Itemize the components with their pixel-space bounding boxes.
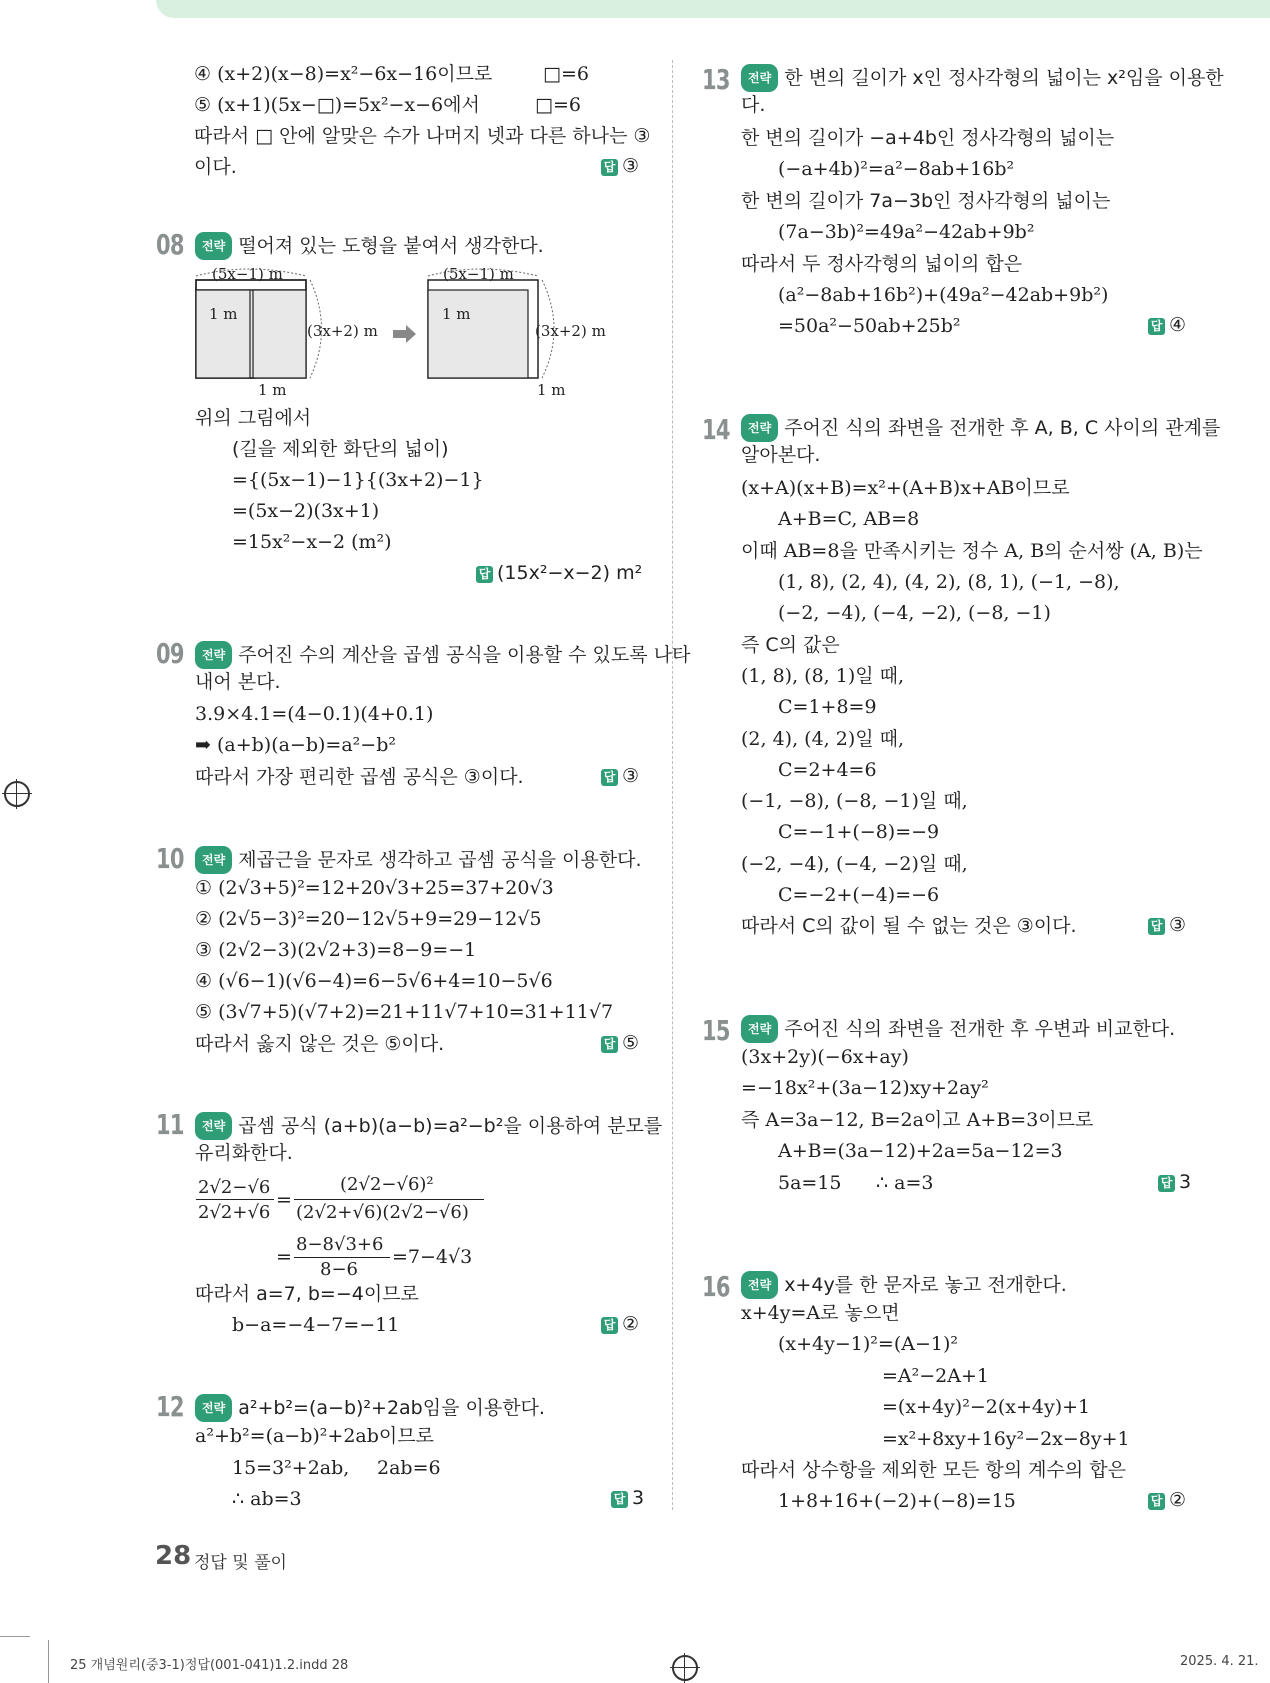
- top-color-band: [156, 0, 1270, 18]
- q15-answer: 답 3: [1158, 1171, 1191, 1193]
- q14-line1: (x+A)(x+B)=x²+(A+B)x+AB이므로: [741, 477, 1070, 499]
- q16-line3: =A²−2A+1: [882, 1365, 989, 1387]
- q09-strategy: 전략 주어진 수의 계산을 곱셈 공식을 이용할 수 있도록 나타: [195, 641, 690, 669]
- q11-strategy-cont: 유리화한다.: [195, 1142, 293, 1164]
- q12-line1: a²+b²=(a−b)²+2ab이므로: [195, 1425, 434, 1447]
- answer-mark-icon: 답: [601, 1036, 618, 1053]
- q07-answer: 답 ③: [601, 155, 639, 177]
- answer-mark-icon: 답: [1158, 1175, 1175, 1192]
- q16-strategy: 전략 x+4y를 한 문자로 놓고 전개한다.: [741, 1271, 1067, 1299]
- q14-line3: 이때 AB=8을 만족시키는 정수 A, B의 순서쌍 (A, B)는: [741, 540, 1203, 562]
- q12-line3: ∴ ab=3: [232, 1488, 302, 1510]
- q09-strategy-cont: 내어 본다.: [195, 671, 281, 693]
- q08-number: 08: [156, 228, 184, 261]
- q14-line4: (1, 8), (2, 4), (4, 2), (8, 1), (−1, −8),: [778, 571, 1120, 593]
- answer-mark-icon: 답: [601, 769, 618, 786]
- q13-line4: (7a−3b)²=49a²−42ab+9b²: [778, 221, 1035, 243]
- q12-answer: 답 3: [611, 1487, 644, 1509]
- q09-number: 09: [156, 637, 184, 670]
- registration-mark-icon: [4, 781, 30, 807]
- q11-line2: b−a=−4−7=−11: [232, 1314, 400, 1336]
- q14-line5: (−2, −4), (−4, −2), (−8, −1): [778, 602, 1051, 624]
- answer-mark-icon: 답: [1148, 1493, 1165, 1510]
- strategy-badge: 전략: [741, 1271, 778, 1299]
- q08-fig-road-left: 1 m: [209, 305, 238, 323]
- q16-line6: 따라서 상수항을 제외한 모든 항의 계수의 합은: [741, 1459, 1126, 1481]
- q14-line9: (2, 4), (4, 2)일 때,: [741, 728, 905, 750]
- q07-line2-result: □=6: [535, 94, 581, 116]
- q10-line6: 따라서 옳지 않은 것은 ⑤이다.: [195, 1033, 445, 1055]
- q14-line11: (−1, −8), (−8, −1)일 때,: [741, 790, 968, 812]
- strategy-badge: 전략: [741, 64, 778, 92]
- q15-line1: (3x+2y)(−6x+ay): [741, 1046, 909, 1068]
- q14-strategy: 전략 주어진 식의 좌변을 전개한 후 A, B, C 사이의 관계를: [741, 414, 1220, 442]
- q10-line4: ④ (√6−1)(√6−4)=6−5√6+4=10−5√6: [195, 970, 553, 992]
- q08-strategy: 전략 떨어져 있는 도형을 붙여서 생각한다.: [195, 232, 544, 260]
- q09-line3: 따라서 가장 편리한 곱셈 공식은 ③이다.: [195, 766, 524, 788]
- q13-strategy: 전략 한 변의 길이가 x인 정사각형의 넓이는 x²임을 이용한: [741, 64, 1224, 92]
- q14-line7: (1, 8), (8, 1)일 때,: [741, 665, 905, 687]
- q08-fig-top-left: (5x−1) m: [212, 265, 283, 283]
- q09-line1: 3.9×4.1=(4−0.1)(4+0.1): [195, 703, 434, 725]
- q16-answer: 답 ②: [1148, 1489, 1186, 1511]
- q11-answer: 답 ②: [601, 1313, 639, 1335]
- q14-number: 14: [702, 413, 730, 446]
- q08-fig-side-left: (3x+2) m: [307, 322, 378, 340]
- answer-mark-icon: 답: [476, 566, 493, 583]
- q08-line4: =(5x−2)(3x+1): [232, 500, 380, 522]
- q14-line14: C=−2+(−4)=−6: [778, 884, 940, 906]
- q11-frac2-bar: [294, 1199, 484, 1200]
- q13-line2: (−a+4b)²=a²−8ab+16b²: [778, 158, 1015, 180]
- q13-line7: =50a²−50ab+25b²: [778, 315, 961, 337]
- q11-frac3-num: 8−8√3+6: [296, 1234, 384, 1255]
- q11-frac1-bar: [196, 1199, 274, 1200]
- crop-mark-v: [48, 1640, 49, 1683]
- q11-number: 11: [156, 1108, 184, 1141]
- strategy-badge: 전략: [195, 1394, 232, 1422]
- q08-fig-bottom-right: 1 m: [537, 381, 566, 399]
- q11-eq2: =: [276, 1246, 292, 1268]
- q14-line10: C=2+4=6: [778, 759, 877, 781]
- q16-line5: =x²+8xy+16y²−2x−8y+1: [882, 1428, 1130, 1450]
- q08-line5: =15x²−x−2 (m²): [232, 531, 392, 553]
- q16-line1: x+4y=A로 놓으면: [741, 1302, 900, 1324]
- q09-line2: ➡ (a+b)(a−b)=a²−b²: [195, 734, 396, 756]
- q11-line1: 따라서 a=7, b=−4이므로: [195, 1283, 419, 1305]
- q10-line5: ⑤ (3√7+5)(√7+2)=21+11√7+10=31+11√7: [195, 1001, 614, 1023]
- q12-line2-b: 2ab=6: [377, 1457, 441, 1479]
- q12-number: 12: [156, 1390, 184, 1423]
- strategy-badge: 전략: [195, 232, 232, 260]
- page-number: 28: [155, 1541, 192, 1571]
- q09-answer: 답 ③: [601, 765, 639, 787]
- q12-line2: 15=3²+2ab,: [232, 1457, 350, 1479]
- q08-arrow-icon: [393, 325, 416, 343]
- page-label: 정답 및 풀이: [194, 1553, 287, 1573]
- q10-strategy: 전략 제곱근을 문자로 생각하고 곱셈 공식을 이용한다.: [195, 846, 642, 874]
- answer-mark-icon: 답: [1148, 318, 1165, 335]
- q08-fig-road-right: 1 m: [442, 305, 471, 323]
- q11-frac2-den: (2√2+√6)(2√2−√6): [296, 1202, 469, 1223]
- q15-line5: 5a=15: [778, 1172, 842, 1194]
- strategy-badge: 전략: [741, 1015, 778, 1043]
- q14-line6: 즉 C의 값은: [741, 634, 840, 656]
- q11-frac1-num: 2√2−√6: [198, 1177, 271, 1198]
- q16-line7: 1+8+16+(−2)+(−8)=15: [778, 1490, 1016, 1512]
- answer-mark-icon: 답: [611, 1491, 628, 1508]
- q13-line1: 한 변의 길이가 −a+4b인 정사각형의 넓이는: [741, 127, 1115, 149]
- q14-line8: C=1+8=9: [778, 696, 877, 718]
- q14-line13: (−2, −4), (−4, −2)일 때,: [741, 853, 968, 875]
- crop-mark-h: [0, 1636, 30, 1637]
- q10-line2: ② (2√5−3)²=20−12√5+9=29−12√5: [195, 908, 542, 930]
- q11-eq1: =: [276, 1189, 292, 1211]
- q14-strategy-cont: 알아본다.: [741, 444, 821, 466]
- q11-strategy: 전략 곱셈 공식 (a+b)(a−b)=a²−b²을 이용하여 분모를: [195, 1112, 662, 1140]
- q08-fig-bed-right: [253, 290, 306, 378]
- registration-mark-icon: [672, 1655, 698, 1681]
- column-divider: [672, 60, 673, 1510]
- q08-line2: (길을 제외한 화단의 넓이): [232, 438, 449, 460]
- q15-line2: =−18x²+(3a−12)xy+2ay²: [741, 1077, 989, 1099]
- q11-frac2-num: (2√2−√6)²: [340, 1174, 434, 1195]
- q13-answer: 답 ④: [1148, 314, 1186, 336]
- q10-line3: ③ (2√2−3)(2√2+3)=8−9=−1: [195, 939, 477, 961]
- q11-frac1-den: 2√2+√6: [198, 1202, 271, 1223]
- q12-strategy: 전략 a²+b²=(a−b)²+2ab임을 이용한다.: [195, 1394, 545, 1422]
- q13-strategy-cont: 다.: [741, 94, 766, 116]
- strategy-badge: 전략: [741, 414, 778, 442]
- answer-mark-icon: 답: [1148, 918, 1165, 935]
- q14-line15: 따라서 C의 값이 될 수 없는 것은 ③이다.: [741, 915, 1077, 937]
- q13-number: 13: [702, 63, 730, 96]
- q14-answer: 답 ③: [1148, 914, 1186, 936]
- q15-line3: 즉 A=3a−12, B=2a이고 A+B=3이므로: [741, 1109, 1094, 1131]
- q15-line5-b: ∴ a=3: [876, 1172, 934, 1194]
- q08-fig-top-right: (5x−1) m: [443, 265, 514, 283]
- q11-frac3-den: 8−6: [320, 1259, 358, 1280]
- q08-line3: ={(5x−1)−1}{(3x+2)−1}: [232, 469, 484, 491]
- q13-line5: 따라서 두 정사각형의 넓이의 합은: [741, 253, 1023, 275]
- q15-strategy: 전략 주어진 식의 좌변을 전개한 후 우변과 비교한다.: [741, 1015, 1175, 1043]
- q14-line12: C=−1+(−8)=−9: [778, 821, 940, 843]
- q13-line6: (a²−8ab+16b²)+(49a²−42ab+9b²): [778, 284, 1109, 306]
- strategy-badge: 전략: [195, 846, 232, 874]
- q10-answer: 답 ⑤: [601, 1032, 639, 1054]
- q16-number: 16: [702, 1270, 730, 1303]
- q07-line3: 따라서 □ 안에 알맞은 수가 나머지 넷과 다른 하나는 ③: [194, 125, 651, 147]
- print-slug-file: 25 개념원리(중3-1)정답(001-041)1.2.indd 28: [70, 1658, 349, 1673]
- q07-line1: ④ (x+2)(x−8)=x²−6x−16이므로: [194, 63, 493, 85]
- strategy-badge: 전략: [195, 641, 232, 669]
- q16-line4: =(x+4y)²−2(x+4y)+1: [882, 1396, 1091, 1418]
- q10-line1: ① (2√3+5)²=12+20√3+25=37+20√3: [195, 877, 554, 899]
- q13-line3: 한 변의 길이가 7a−3b인 정사각형의 넓이는: [741, 190, 1111, 212]
- print-slug-date: 2025. 4. 21.: [1180, 1654, 1259, 1669]
- q08-fig-side-right: (3x+2) m: [535, 322, 606, 340]
- q11-frac3-tail: =7−4√3: [392, 1246, 473, 1268]
- answer-mark-icon: 답: [601, 159, 618, 176]
- q08-answer: 답 (15x²−x−2) m²: [476, 562, 642, 584]
- answer-mark-icon: 답: [601, 1317, 618, 1334]
- q14-line2: A+B=C, AB=8: [778, 508, 920, 530]
- strategy-badge: 전략: [195, 1112, 232, 1140]
- q08-line1: 위의 그림에서: [195, 407, 312, 429]
- q16-line2: (x+4y−1)²=(A−1)²: [778, 1333, 958, 1355]
- q07-line4: 이다.: [194, 156, 237, 178]
- q15-line4: A+B=(3a−12)+2a=5a−12=3: [778, 1140, 1063, 1162]
- q08-fig-bottom-left: 1 m: [258, 381, 287, 399]
- q15-number: 15: [702, 1014, 730, 1047]
- q07-line1-result: □=6: [543, 63, 589, 85]
- q10-number: 10: [156, 842, 184, 875]
- q07-line2: ⑤ (x+1)(5x−□)=5x²−x−6에서: [194, 94, 480, 116]
